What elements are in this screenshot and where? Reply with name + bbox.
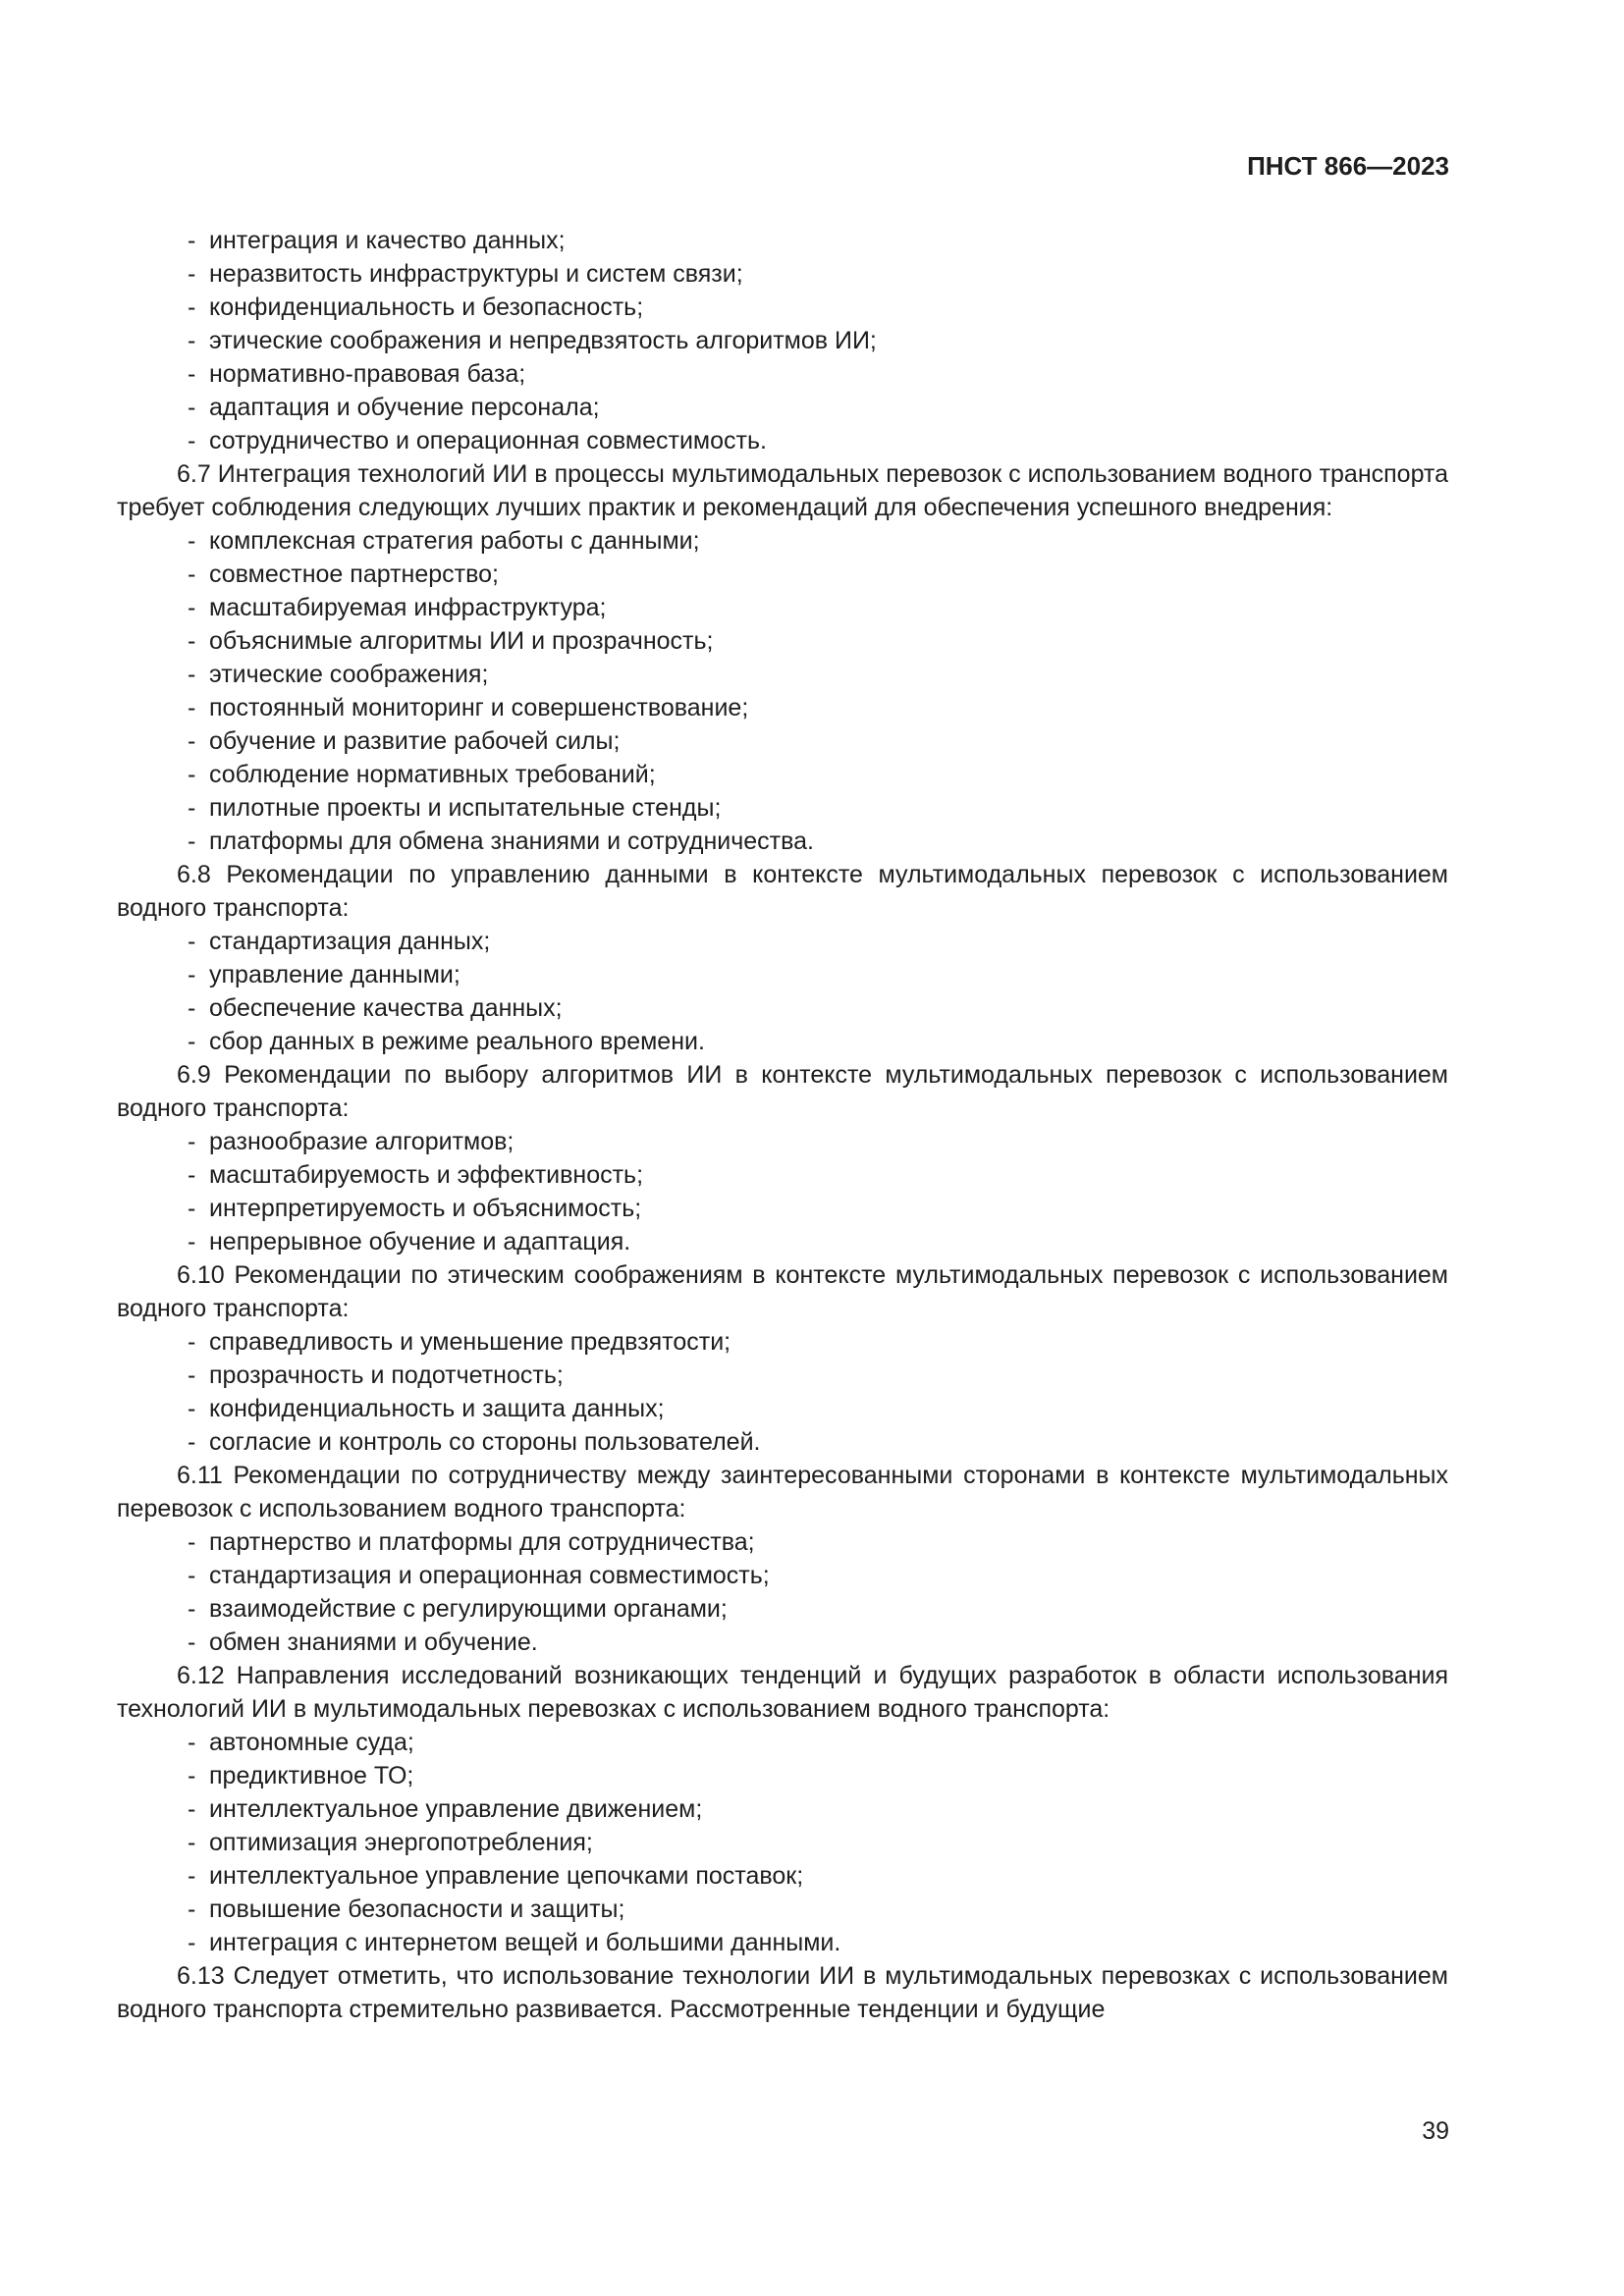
- list-dash: -: [188, 1896, 196, 1923]
- paragraph-6-9: 6.9 Рекомендации по выбору алгоритмов ИИ в контексте мультимодальных перевозок с использованием водного транспорта:: [117, 1061, 1448, 1122]
- list-6-9: [117, 1125, 1448, 1258]
- list-item: [117, 224, 1448, 257]
- list-item-text: стандартизация данных;: [209, 928, 491, 955]
- list-item-text: разнообразие алгоритмов;: [209, 1128, 514, 1155]
- list-item-text: обеспечение качества данных;: [209, 994, 563, 1022]
- list-item-text: масштабируемость и эффективность;: [209, 1161, 644, 1189]
- list-dash: -: [188, 427, 196, 454]
- list-dash: -: [188, 761, 196, 788]
- list-dash: -: [188, 1595, 196, 1623]
- list-item-text: этические соображения и непредвзятость алгоритмов ИИ;: [209, 327, 877, 354]
- list-item-text: стандартизация и операционная совместимость;: [209, 1562, 770, 1589]
- list-dash: -: [188, 1829, 196, 1856]
- list-item: [117, 1893, 1448, 1926]
- list-6-10: [117, 1325, 1448, 1459]
- list-dash: -: [188, 1028, 196, 1055]
- list-item-text: конфиденциальность и защита данных;: [209, 1395, 665, 1422]
- list-item-text: управление данными;: [209, 961, 460, 988]
- list-item-text: интеллектуальное управление движением;: [209, 1795, 703, 1823]
- list-item-text: комплексная стратегия работы с данными;: [209, 527, 700, 555]
- list-dash: -: [188, 227, 196, 254]
- list-dash: -: [188, 1729, 196, 1756]
- list-item-text: масштабируемая инфраструктура;: [209, 594, 607, 621]
- list-item: [117, 758, 1448, 791]
- list-item-text: интерпретируемость и объяснимость;: [209, 1195, 642, 1222]
- list-dash: -: [188, 1862, 196, 1890]
- list-challenges: [117, 224, 1448, 457]
- list-dash: -: [188, 661, 196, 688]
- list-item: [117, 391, 1448, 424]
- list-item-text: прозрачность и подотчетность;: [209, 1362, 564, 1389]
- list-dash: -: [188, 1762, 196, 1789]
- list-item: [117, 524, 1448, 558]
- list-item-text: повышение безопасности и защиты;: [209, 1896, 625, 1923]
- list-item-text: неразвитость инфраструктуры и систем связи;: [209, 260, 743, 288]
- list-dash: -: [188, 1161, 196, 1189]
- list-item: [117, 424, 1448, 457]
- list-item: [117, 324, 1448, 357]
- list-dash: -: [188, 694, 196, 721]
- list-6-8: [117, 925, 1448, 1058]
- list-item-text: партнерство и платформы для сотрудничества;: [209, 1528, 755, 1556]
- list-item: [117, 791, 1448, 825]
- list-dash: -: [188, 1528, 196, 1556]
- list-dash: -: [188, 1795, 196, 1823]
- list-dash: -: [188, 1428, 196, 1456]
- document-code: ПНСТ 866—2023: [1247, 151, 1449, 181]
- list-dash: -: [188, 1562, 196, 1589]
- list-item-text: взаимодействие с регулирующими органами;: [209, 1595, 728, 1623]
- list-item: [117, 925, 1448, 958]
- list-item: [117, 1626, 1448, 1659]
- list-item-text: оптимизация энергопотребления;: [209, 1829, 593, 1856]
- list-dash: -: [188, 527, 196, 555]
- list-item: [117, 724, 1448, 758]
- list-dash: -: [188, 627, 196, 655]
- list-item: [117, 291, 1448, 324]
- list-item-text: обмен знаниями и обучение.: [209, 1629, 538, 1656]
- list-dash: -: [188, 961, 196, 988]
- list-6-7: [117, 524, 1448, 858]
- list-item-text: соблюдение нормативных требований;: [209, 761, 656, 788]
- paragraph-6-8: 6.8 Рекомендации по управлению данными в контексте мультимодальных перевозок с использованием водного транспорта:: [117, 861, 1448, 922]
- list-dash: -: [188, 727, 196, 755]
- list-item: [117, 1025, 1448, 1058]
- list-item-text: адаптация и обучение персонала;: [209, 394, 600, 421]
- list-dash: -: [188, 1328, 196, 1356]
- list-item-text: платформы для обмена знаниями и сотрудничества.: [209, 828, 814, 855]
- list-item-text: сотрудничество и операционная совместимость.: [209, 427, 767, 454]
- list-item-text: интеллектуальное управление цепочками поставок;: [209, 1862, 804, 1890]
- list-item-text: совместное партнерство;: [209, 561, 499, 588]
- paragraph-6-12: 6.12 Направления исследований возникающих тенденций и будущих разработок в области использования технологий ИИ в мультимодальных перевозках с использованием водного транспорта:: [117, 1662, 1448, 1723]
- list-item: [117, 1425, 1448, 1459]
- list-dash: -: [188, 1195, 196, 1222]
- list-item-text: согласие и контроль со стороны пользователей.: [209, 1428, 761, 1456]
- list-dash: -: [188, 1362, 196, 1389]
- list-item: [117, 1192, 1448, 1225]
- list-item-text: предиктивное ТО;: [209, 1762, 414, 1789]
- list-dash: -: [188, 561, 196, 588]
- list-item-text: интеграция с интернетом вещей и большими данными.: [209, 1929, 841, 1956]
- list-item-text: интеграция и качество данных;: [209, 227, 566, 254]
- paragraph-6-10: 6.10 Рекомендации по этическим соображениям в контексте мультимодальных перевозок с использованием водного транспорта:: [117, 1261, 1448, 1322]
- list-item-text: объяснимые алгоритмы ИИ и прозрачность;: [209, 627, 714, 655]
- list-item-text: автономные суда;: [209, 1729, 414, 1756]
- list-item: [117, 257, 1448, 291]
- list-item-text: сбор данных в режиме реального времени.: [209, 1028, 705, 1055]
- document-body: [117, 224, 1448, 2026]
- list-item: [117, 1859, 1448, 1893]
- list-item: [117, 991, 1448, 1025]
- list-item: [117, 658, 1448, 691]
- list-item: [117, 1559, 1448, 1592]
- paragraph-6-11: 6.11 Рекомендации по сотрудничеству между заинтересованными сторонами в контексте мультимодальных перевозок с использованием водного транспорта:: [117, 1462, 1448, 1522]
- list-item: [117, 1158, 1448, 1192]
- list-item: [117, 958, 1448, 991]
- list-item: [117, 825, 1448, 858]
- list-item: [117, 357, 1448, 391]
- list-dash: -: [188, 294, 196, 321]
- list-item-text: пилотные проекты и испытательные стенды;: [209, 794, 722, 822]
- list-item: [117, 1125, 1448, 1158]
- list-dash: -: [188, 394, 196, 421]
- list-item: [117, 1392, 1448, 1425]
- list-item: [117, 1325, 1448, 1359]
- list-dash: -: [188, 260, 196, 288]
- paragraph-6-13: 6.13 Следует отметить, что использование технологии ИИ в мультимодальных перевозках с использованием водного транспорта стремительно развивается. Рассмотренные тенденции и будущие: [117, 1962, 1448, 2023]
- list-dash: -: [188, 1228, 196, 1255]
- list-item: [117, 1926, 1448, 1959]
- list-item: [117, 1592, 1448, 1626]
- list-item-text: непрерывное обучение и адаптация.: [209, 1228, 631, 1255]
- list-dash: -: [188, 828, 196, 855]
- list-dash: -: [188, 1629, 196, 1656]
- list-item: [117, 558, 1448, 591]
- list-item: [117, 691, 1448, 724]
- list-6-12: [117, 1726, 1448, 1959]
- list-item: [117, 1525, 1448, 1559]
- page-number: 39: [1422, 2117, 1449, 2145]
- list-item: [117, 1759, 1448, 1792]
- list-item-text: справедливость и уменьшение предвзятости;: [209, 1328, 731, 1356]
- list-item-text: нормативно-правовая база;: [209, 360, 526, 388]
- list-dash: -: [188, 994, 196, 1022]
- list-dash: -: [188, 1929, 196, 1956]
- list-dash: -: [188, 327, 196, 354]
- list-dash: -: [188, 594, 196, 621]
- list-item: [117, 624, 1448, 658]
- list-dash: -: [188, 360, 196, 388]
- list-dash: -: [188, 1128, 196, 1155]
- list-item: [117, 1359, 1448, 1392]
- list-item: [117, 1726, 1448, 1759]
- list-dash: -: [188, 794, 196, 822]
- list-6-11: [117, 1525, 1448, 1659]
- list-item-text: этические соображения;: [209, 661, 489, 688]
- list-item: [117, 1792, 1448, 1826]
- list-item-text: постоянный мониторинг и совершенствование;: [209, 694, 749, 721]
- list-item-text: конфиденциальность и безопасность;: [209, 294, 644, 321]
- list-item: [117, 591, 1448, 624]
- list-item: [117, 1826, 1448, 1859]
- list-item: [117, 1225, 1448, 1258]
- list-dash: -: [188, 1395, 196, 1422]
- list-dash: -: [188, 928, 196, 955]
- list-item-text: обучение и развитие рабочей силы;: [209, 727, 621, 755]
- paragraph-6-7: 6.7 Интеграция технологий ИИ в процессы мультимодальных перевозок с использованием водного транспорта требует соблюдения следующих лучших практик и рекомендаций для обеспечения успешного внедрения:: [117, 460, 1448, 521]
